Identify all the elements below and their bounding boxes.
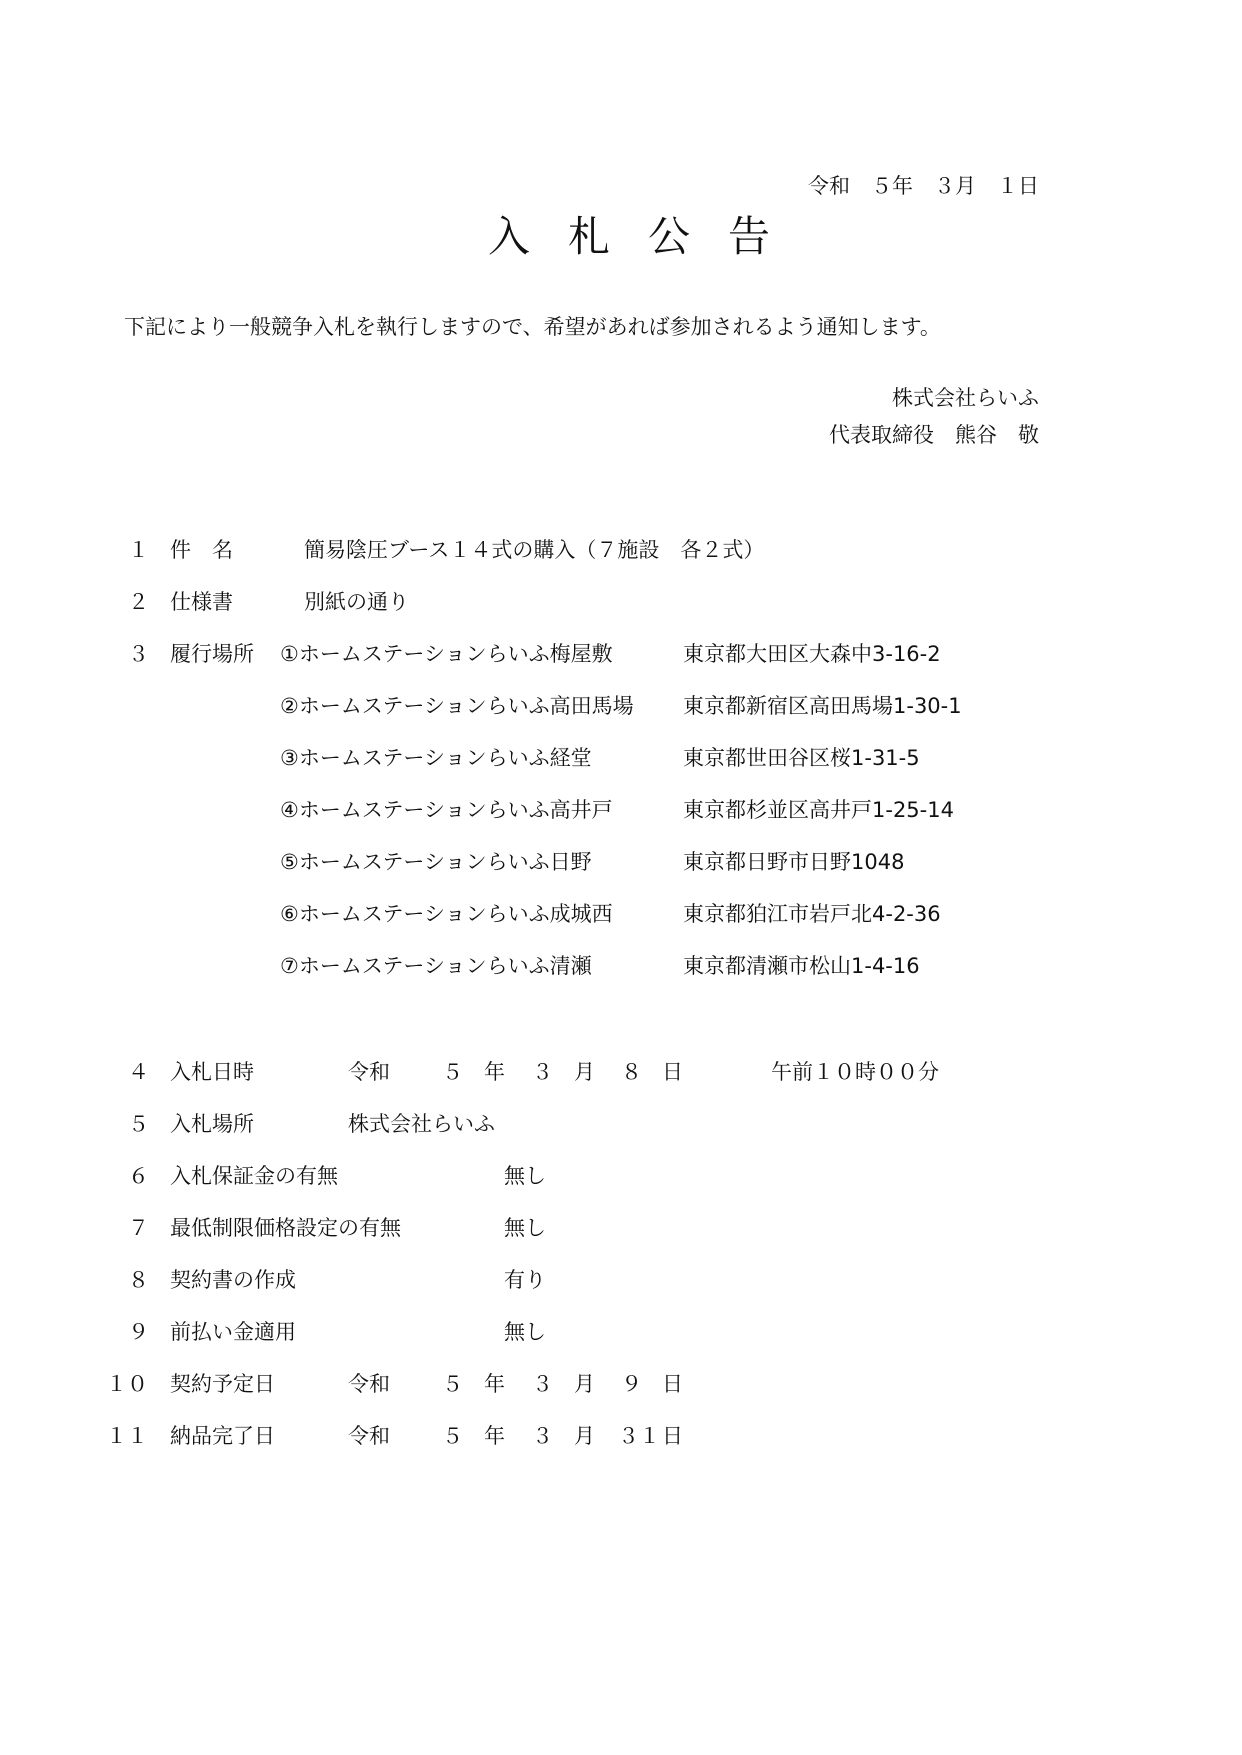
item-number: ６ (128, 1164, 149, 1188)
item-label: 前払い金適用 (170, 1320, 296, 1344)
item-number: １０ (106, 1372, 148, 1396)
date-day: ８ (621, 1060, 642, 1084)
facility-address: 東京都新宿区高田馬場1-30-1 (683, 694, 962, 718)
date-year: ５ (442, 1060, 463, 1084)
item-number: ８ (128, 1268, 149, 1292)
facility-address: 東京都清瀬市松山1-4-16 (683, 954, 920, 978)
date-month: ３ (532, 1372, 553, 1396)
item-number: ７ (128, 1216, 149, 1240)
date-month-unit: 月 (574, 1372, 595, 1396)
item-number: ９ (128, 1320, 149, 1344)
facility-name: ⑥ホームステーションらいふ成城西 (280, 902, 613, 926)
date-day-unit: 日 (662, 1424, 683, 1448)
item-label: 契約書の作成 (170, 1268, 296, 1292)
date-year-unit: 年 (484, 1372, 505, 1396)
date-day-unit: 日 (662, 1060, 683, 1084)
notice-date: 令和 ５年 ３月 １日 (808, 174, 1039, 198)
item-number: ４ (128, 1060, 149, 1084)
date-day-unit: 日 (662, 1372, 683, 1396)
date-day: ３１ (618, 1424, 660, 1448)
facility-name: ⑤ホームステーションらいふ日野 (280, 850, 592, 874)
item-value: 無し (504, 1216, 546, 1240)
issuer-company: 株式会社らいふ (892, 386, 1039, 410)
facility-address: 東京都狛江市岩戸北4-2-36 (683, 902, 941, 926)
intro-text: 下記により一般競争入札を執行しますので、希望があれば参加されるよう通知します。 (124, 315, 941, 339)
item-number: ５ (128, 1112, 149, 1136)
item-label: 入札場所 (170, 1112, 254, 1136)
item-value: 株式会社らいふ (348, 1112, 495, 1136)
date-era: 令和 (348, 1372, 390, 1396)
page-title: 入札公告 (488, 212, 809, 261)
facility-name: ②ホームステーションらいふ高田馬場 (280, 694, 634, 718)
facility-address: 東京都大田区大森中3-16-2 (683, 642, 941, 666)
date-year: ５ (442, 1372, 463, 1396)
item-label: 件 名 (170, 538, 233, 562)
facility-address: 東京都世田谷区桜1-31-5 (683, 746, 920, 770)
item-number: ２ (128, 590, 149, 614)
facility-name: ③ホームステーションらいふ経堂 (280, 746, 592, 770)
facility-name: ①ホームステーションらいふ梅屋敷 (280, 642, 613, 666)
date-year: ５ (442, 1424, 463, 1448)
item-label: 入札日時 (170, 1060, 254, 1084)
facility-name: ⑦ホームステーションらいふ清瀬 (280, 954, 592, 978)
facility-address: 東京都日野市日野1048 (683, 850, 905, 874)
facility-address: 東京都杉並区高井戸1-25-14 (683, 798, 954, 822)
date-year-unit: 年 (484, 1060, 505, 1084)
item-label: 最低制限価格設定の有無 (170, 1216, 401, 1240)
date-month: ３ (532, 1060, 553, 1084)
date-day: ９ (621, 1372, 642, 1396)
date-month-unit: 月 (574, 1060, 595, 1084)
facility-name: ④ホームステーションらいふ高井戸 (280, 798, 613, 822)
item-number: ３ (128, 642, 149, 666)
item-value: 別紙の通り (304, 590, 409, 614)
item-value: 無し (504, 1320, 546, 1344)
item-label: 入札保証金の有無 (170, 1164, 338, 1188)
item-value: 簡易陰圧ブース１４式の購入（７施設 各２式） (304, 538, 765, 562)
item-label: 納品完了日 (170, 1424, 275, 1448)
date-month-unit: 月 (574, 1424, 595, 1448)
date-era: 令和 (348, 1424, 390, 1448)
issuer-representative: 代表取締役 熊谷 敬 (829, 423, 1039, 447)
item-label: 契約予定日 (170, 1372, 275, 1396)
item-value: 有り (504, 1268, 546, 1292)
item-number: １ (128, 538, 149, 562)
date-month: ３ (532, 1424, 553, 1448)
bid-time: 午前１０時００分 (771, 1060, 939, 1084)
item-label: 仕様書 (170, 590, 233, 614)
item-value: 無し (504, 1164, 546, 1188)
item-number: １１ (106, 1424, 148, 1448)
date-era: 令和 (348, 1060, 390, 1084)
item-label: 履行場所 (170, 642, 254, 666)
date-year-unit: 年 (484, 1424, 505, 1448)
